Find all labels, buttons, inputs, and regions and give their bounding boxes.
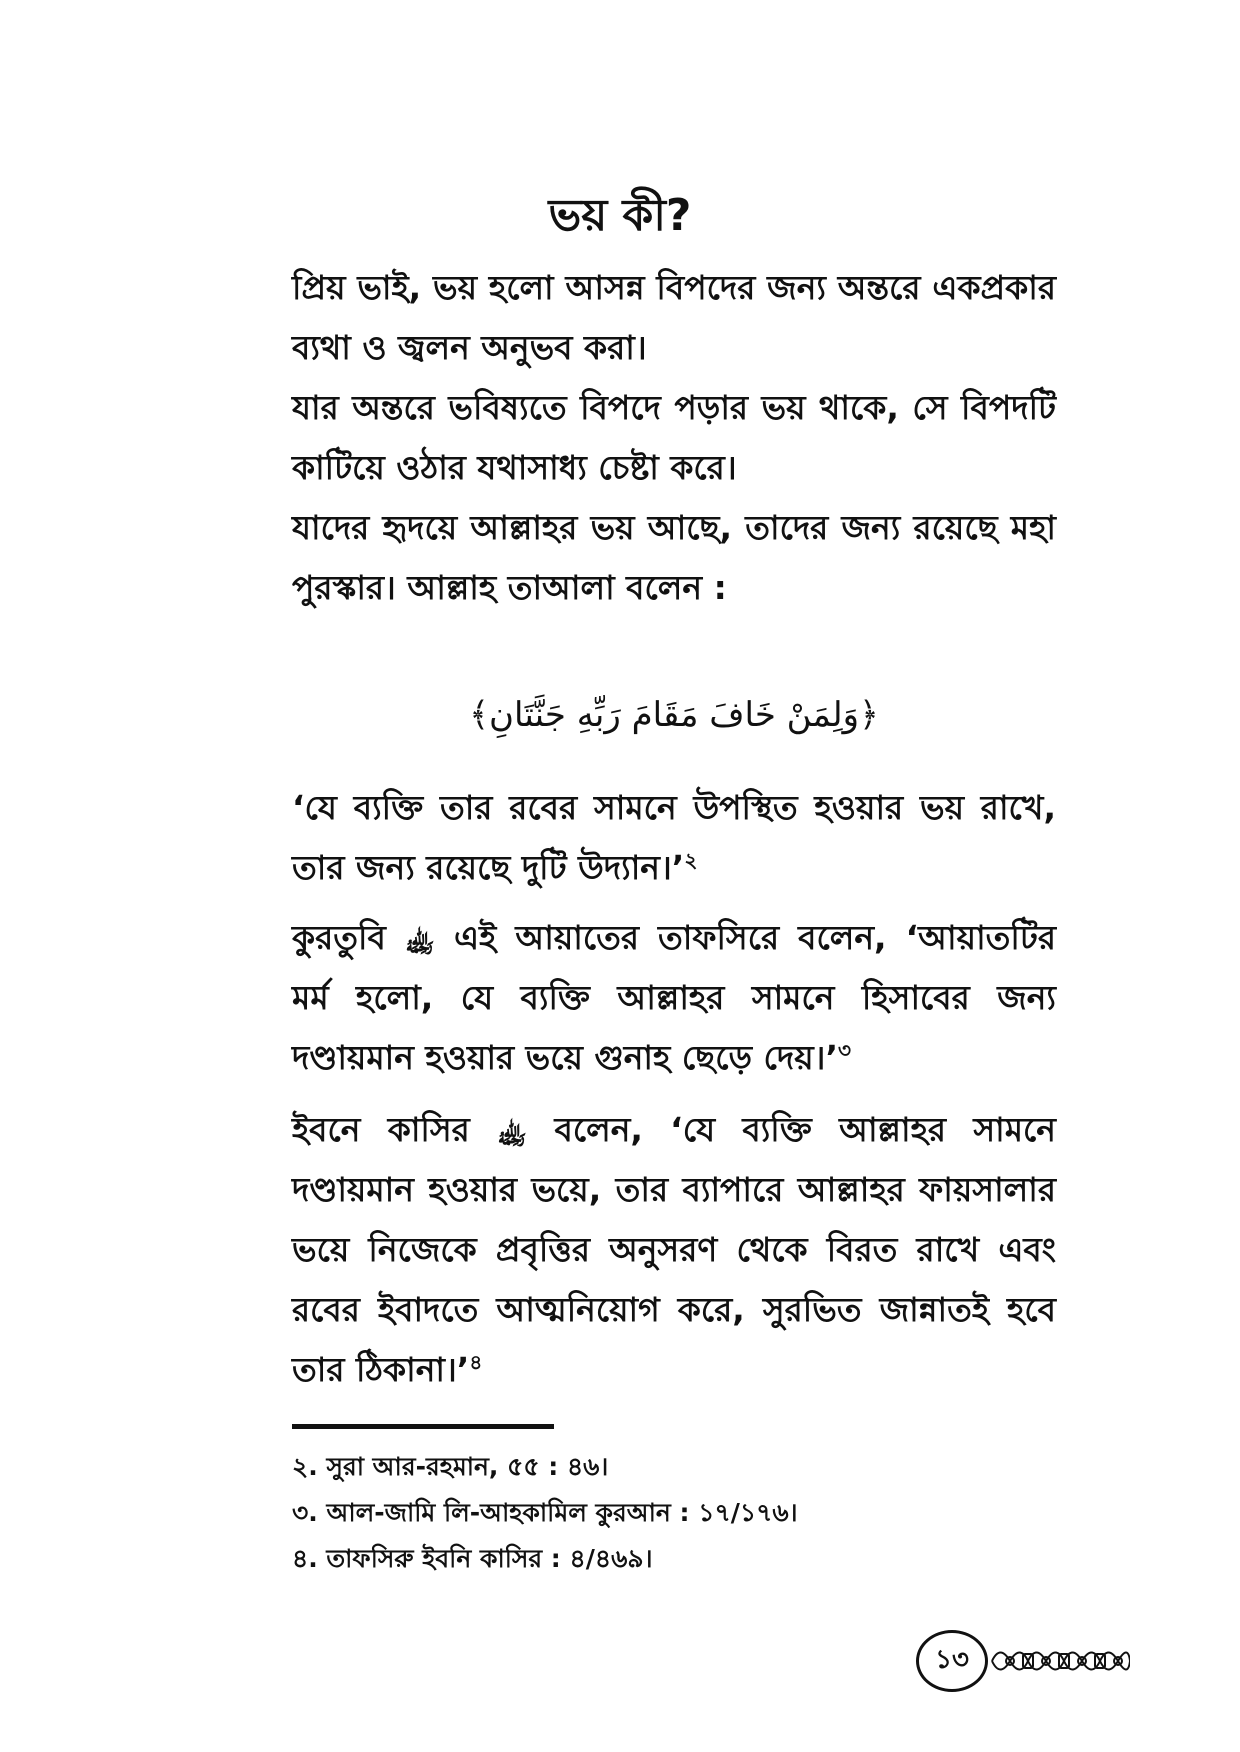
footnotes — [292, 1444, 1056, 1582]
paragraph-5-text: কুরতুবি ﵀ এই আয়াতের তাফসিরে বলেন, ‘আয়াতটির মর্ম হলো, যে ব্যক্তি আল্লাহর সামনে হিসাবের জন্য দণ্ডায়মান হওয়ার ভয়ে গুনাহ ছেড়ে দেয়।’ — [292, 918, 1056, 1077]
page-number: ১৩ — [935, 1645, 969, 1675]
paragraph-3-text: যাদের হৃদয়ে আল্লাহর ভয় আছে, তাদের জন্য রয়েছে মহা পুরস্কার। আল্লাহ তাআলা বলেন : — [292, 508, 1056, 607]
paragraph-1 — [292, 258, 1056, 378]
paragraph-6 — [292, 1100, 1056, 1400]
footnote-4: ৪. তাফসিরু ইবনি কাসির : ৪/৪৬৯। — [292, 1544, 653, 1573]
paragraph-2 — [292, 378, 1056, 498]
footnote-ref-3: ৩ — [838, 1038, 852, 1062]
paragraph-1-text: প্রিয় ভাই, ভয় হলো আসন্ন বিপদের জন্য অন্তরে একপ্রকার ব্যথা ও জ্বলন অনুভব করা। — [292, 268, 1056, 367]
paragraph-4 — [292, 778, 1056, 898]
page-title: ভয় কী? — [548, 190, 692, 241]
quran-ayah: ﴿وَلِمَنْ خَافَ مَقَامَ رَبِّهِ جَنَّتَانِ﴾ — [469, 695, 879, 735]
paragraph-5 — [292, 908, 1056, 1088]
footnote-2: ২. সুরা আর-রহমান, ৫৫ : ৪৬। — [292, 1452, 609, 1481]
footnote-divider — [292, 1424, 554, 1429]
paragraph-6-text: ইবনে কাসির ﵀ বলেন, ‘যে ব্যক্তি আল্লাহর সামনে দণ্ডায়মান হওয়ার ভয়ে, তার ব্যাপারে আল্লাহর ফায়সালার ভয়ে নিজেকে প্রবৃত্তির অনুসরণ থেকে বিরত রাখে এবং রবের ইবাদতে আত্মনিয়োগ করে, সুরভিত জান্নাতই হবে তার ঠিকানা।’ — [292, 1110, 1056, 1389]
paragraph-4-text: ‘যে ব্যক্তি তার রবের সামনে উপস্থিত হওয়ার ভয় রাখে, তার জন্য রয়েছে দুটি উদ্যান।’ — [292, 788, 1056, 887]
footnote-ref-2: ২ — [684, 848, 698, 872]
ornament-border — [990, 1636, 1130, 1686]
footnote-3: ৩. আল-জামি লি-আহকামিল কুরআন : ১৭/১৭৬। — [292, 1498, 798, 1527]
footnote-ref-4: ৪ — [469, 1350, 483, 1374]
page-number-badge — [916, 1630, 988, 1692]
paragraph-2-text: যার অন্তরে ভবিষ্যতে বিপদে পড়ার ভয় থাকে, সে বিপদটি কাটিয়ে ওঠার যথাসাধ্য চেষ্টা করে। — [292, 388, 1056, 487]
paragraph-3 — [292, 498, 1056, 618]
